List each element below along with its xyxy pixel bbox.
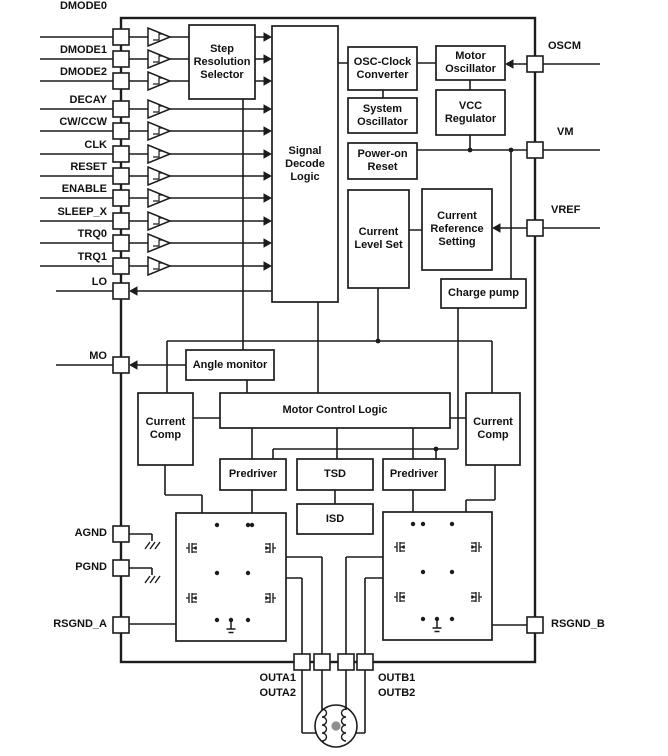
pad-rsgnd-b	[527, 617, 543, 633]
block-label-predriver-right: Predriver	[389, 468, 439, 480]
pad-dmode1	[113, 51, 129, 67]
block-label-motor-oscillator: Motor Oscillator	[445, 50, 496, 75]
pin-label-vm: VM	[557, 126, 574, 138]
pad-enable	[113, 190, 129, 206]
pad-agnd	[113, 526, 129, 542]
pin-label-agnd: AGND	[74, 527, 107, 539]
pin-label-rsgnd-a: RSGND_A	[53, 618, 107, 630]
block-label-angle-monitor: Angle monitor	[192, 358, 268, 371]
pgnd-ground-icon	[145, 576, 160, 583]
pad-reset	[113, 168, 129, 184]
block-label-tsd: TSD	[324, 468, 346, 480]
pin-label-outb1: OUTB1	[378, 672, 416, 684]
pad-decay	[113, 101, 129, 117]
pin-label-oscm: OSCM	[548, 40, 581, 52]
pad-oscm	[527, 56, 543, 72]
pad-pgnd	[113, 560, 129, 576]
pad-vm	[527, 142, 543, 158]
pin-label-rsgnd-b: RSGND_B	[551, 618, 605, 630]
pin-label-cwccw: CW/CCW	[59, 116, 107, 128]
block-label-osc-clock-converter: OSC-Clock Converter	[353, 55, 412, 81]
pad-rsgnd-a	[113, 617, 129, 633]
pin-label-dmode2: DMODE2	[59, 66, 107, 78]
block-label-predriver-left: Predriver	[228, 468, 278, 480]
pin-label-outa2: OUTA2	[259, 687, 296, 699]
pad-trq1	[113, 258, 129, 274]
pad-dmode2	[113, 73, 129, 89]
pin-label-enable: ENABLE	[61, 183, 107, 195]
pin-label-outb2: OUTB2	[378, 687, 416, 699]
pad-outb1	[338, 654, 354, 670]
block-label-current-reference-setting: Current Reference Setting	[430, 210, 484, 248]
pad-outa2	[314, 654, 330, 670]
block-label-signal-decode-logic: Signal Decode Logic	[285, 144, 325, 183]
pin-label-lo: LO	[91, 276, 107, 288]
block-label-current-comp-left: Current Comp	[145, 416, 186, 441]
block-label-current-level-set: Current Level Set	[354, 226, 403, 251]
stepper-motor-icon	[315, 705, 357, 747]
pad-vref	[527, 220, 543, 236]
pad-sleep-x	[113, 213, 129, 229]
block-label-motor-control-logic: Motor Control Logic	[282, 404, 388, 416]
pin-label-outa1: OUTA1	[259, 672, 296, 684]
block-label-power-on-reset: Power-on Reset	[357, 148, 408, 173]
pin-label-vref: VREF	[551, 204, 581, 216]
pad-lo	[113, 283, 129, 299]
block-label-system-oscillator: System Oscillator	[357, 102, 408, 128]
pin-label-reset: RESET	[70, 161, 107, 173]
agnd-ground-icon	[145, 542, 160, 549]
input-buffers	[148, 28, 170, 275]
pin-label-pgnd: PGND	[75, 561, 107, 573]
pad-cwccw	[113, 123, 129, 139]
pad-clk	[113, 146, 129, 162]
pin-label-dmode0: DMODE0	[59, 0, 107, 12]
pad-outb2	[357, 654, 373, 670]
pad-dmode0	[113, 29, 129, 45]
block-label-step-resolution-selector: Step Resolution Selector	[193, 42, 251, 81]
pad-outa1	[294, 654, 310, 670]
pad-trq0	[113, 235, 129, 251]
block-label-isd: ISD	[325, 512, 345, 525]
pin-label-clk: CLK	[84, 139, 107, 151]
pin-label-trq1: TRQ1	[77, 251, 107, 263]
pin-label-dmode1: DMODE1	[59, 44, 107, 56]
block-label-vcc-regulator: VCC Regulator	[444, 99, 497, 125]
pin-label-trq0: TRQ0	[77, 228, 107, 240]
block-label-current-comp-right: Current Comp	[473, 416, 513, 441]
pin-label-mo: MO	[89, 350, 107, 362]
motor-rotor	[331, 721, 340, 730]
pin-label-sleep-x: SLEEP_X	[57, 206, 107, 218]
pin-label-decay: DECAY	[69, 94, 107, 106]
pad-mo	[113, 357, 129, 373]
block-label-charge-pump: Charge pump	[448, 287, 519, 299]
